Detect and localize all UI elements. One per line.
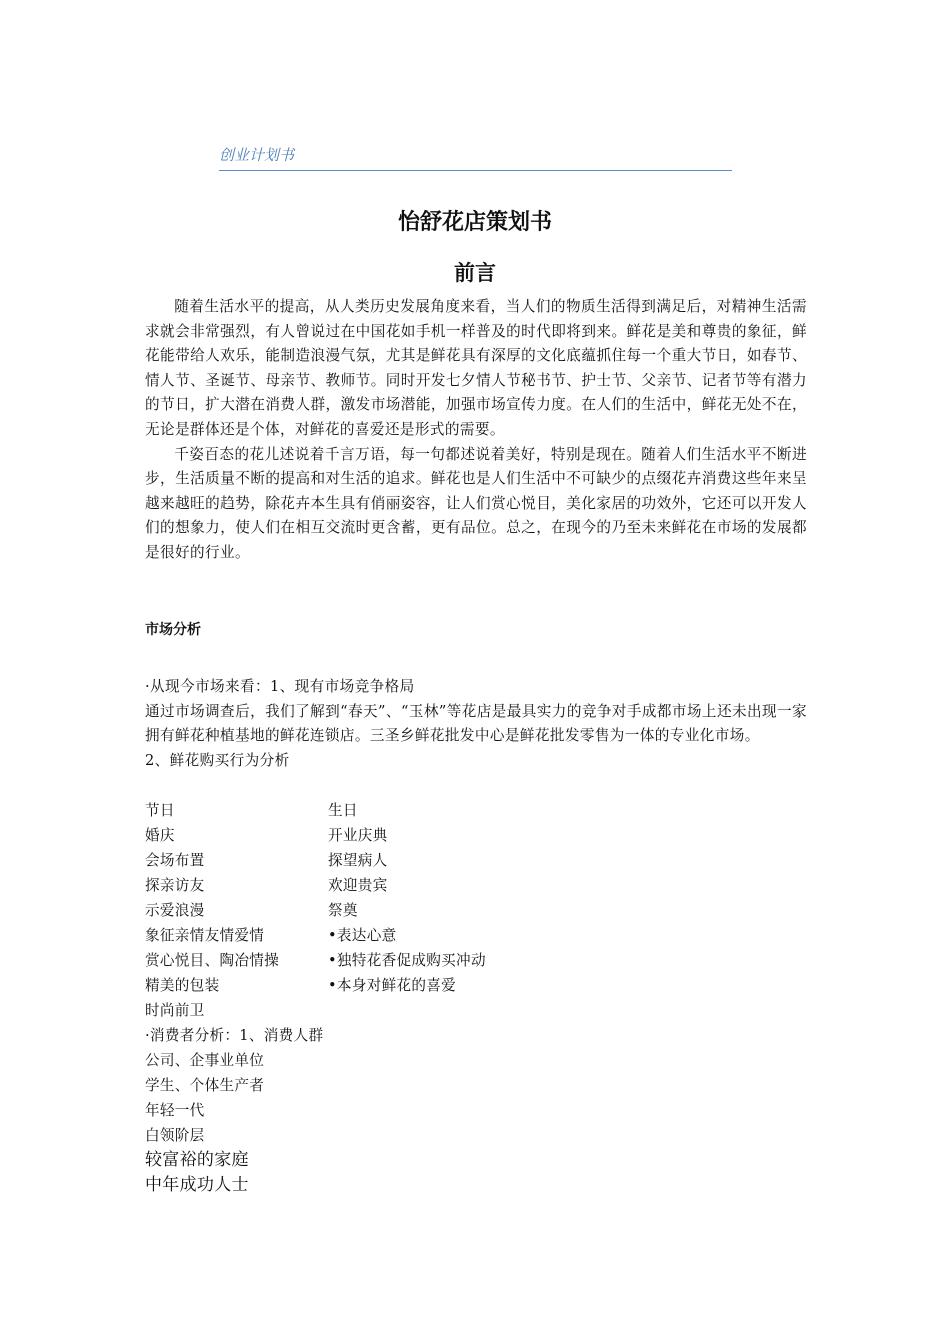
preface-heading: 前言 <box>454 261 496 285</box>
purchase-occasion: 欢迎贵宾 <box>328 877 388 894</box>
preface-paragraph: 随着生活水平的提高，从人类历史发展角度来看，当人们的物质生活得到满足后，对精神生活需求就会非常强烈，有人曾说过在中国花如手机一样普及的时代即将到来。鲜花是美和尊贵的象征，鲜花能带给人欢乐，能制造浪漫气氛，尤其是鲜花具有深厚的文化底蕴抓住每一个重大节日，如春节、情人节、圣诞节、母亲节、教师节。同时开发七夕情人节秘书节、护士节、父亲节、记者节等有潜力的节日，扩大潜在消费人群，激发市场潜能，加强市场宣传力度。在人们的生活中，鲜花无处不在，无论是群体还是个体，对鲜花的喜爱还是形式的需要。 <box>145 298 807 438</box>
running-header: 创业计划书 <box>219 146 295 164</box>
purchase-occasion: 婚庆 <box>145 827 175 844</box>
consumer-group: 学生、个体生产者 <box>145 1077 265 1094</box>
preface-body <box>145 295 807 566</box>
purchase-occasion: 会场布置 <box>145 852 205 869</box>
header-rule <box>219 170 732 171</box>
purchase-occasion: 精美的包装 <box>145 977 220 994</box>
purchase-motive: •表达心意 <box>328 927 397 944</box>
purchase-occasion: 示爱浪漫 <box>145 902 205 919</box>
consumer-group: 白领阶层 <box>145 1127 205 1144</box>
consumer-group: 较富裕的家庭 <box>145 1150 249 1170</box>
consumer-group: 公司、企事业单位 <box>145 1052 265 1069</box>
purchase-motive: •独特花香促成购买冲动 <box>328 952 486 969</box>
market-intro <box>145 675 807 773</box>
purchase-occasion: 探亲访友 <box>145 877 205 894</box>
purchase-motive: •本身对鲜花的喜爱 <box>328 977 457 994</box>
purchase-heading: 2、鲜花购买行为分析 <box>145 751 290 769</box>
consumer-group: 年轻一代 <box>145 1102 205 1119</box>
purchase-occasion: 探望病人 <box>328 852 388 869</box>
market-heading: 市场分析 <box>145 622 201 638</box>
purchase-occasion: 赏心悦目、陶冶情操 <box>145 952 280 969</box>
consumer-heading: ·消费者分析：1、消费人群 <box>145 1027 324 1044</box>
preface-paragraph: 千姿百态的花儿述说着千言万语，每一句都述说着美好，特别是现在。随着人们生活水平不断进步，生活质量不断的提高和对生活的追求。鲜花也是人们生活中不可缺少的点缀花卉消费这些年来呈越来越旺的趋势，除花卉本生具有俏丽姿容，让人们赏心悦目，美化家居的功效外，它还可以开发人们的想象力，使人们在相互交流时更含蓄，更有品位。总之，在现今的乃至未来鲜花在市场的发展都是很好的行业。 <box>145 445 807 561</box>
purchase-occasion: 时尚前卫 <box>145 1002 205 1019</box>
purchase-occasion: 开业庆典 <box>328 827 388 844</box>
purchase-occasion: 生日 <box>328 802 358 819</box>
document-title: 怡舒花店策划书 <box>397 210 552 235</box>
consumer-group: 中年成功人士 <box>145 1175 249 1195</box>
purchase-occasion: 象征亲情友情爱情 <box>145 927 265 944</box>
purchase-occasion: 节日 <box>145 802 175 819</box>
purchase-occasion: 祭奠 <box>328 902 358 919</box>
market-intro-line: ·从现今市场来看：1、现有市场竞争格局 <box>145 678 415 695</box>
market-intro-text: 通过市场调查后，我们了解到“春天”、“玉林”等花店是最具实力的竞争对手成都市场上还未出现一家拥有鲜花种植基地的鲜花连锁店。三圣乡鲜花批发中心是鲜花批发零售为一体的专业化市场。 <box>145 702 807 745</box>
